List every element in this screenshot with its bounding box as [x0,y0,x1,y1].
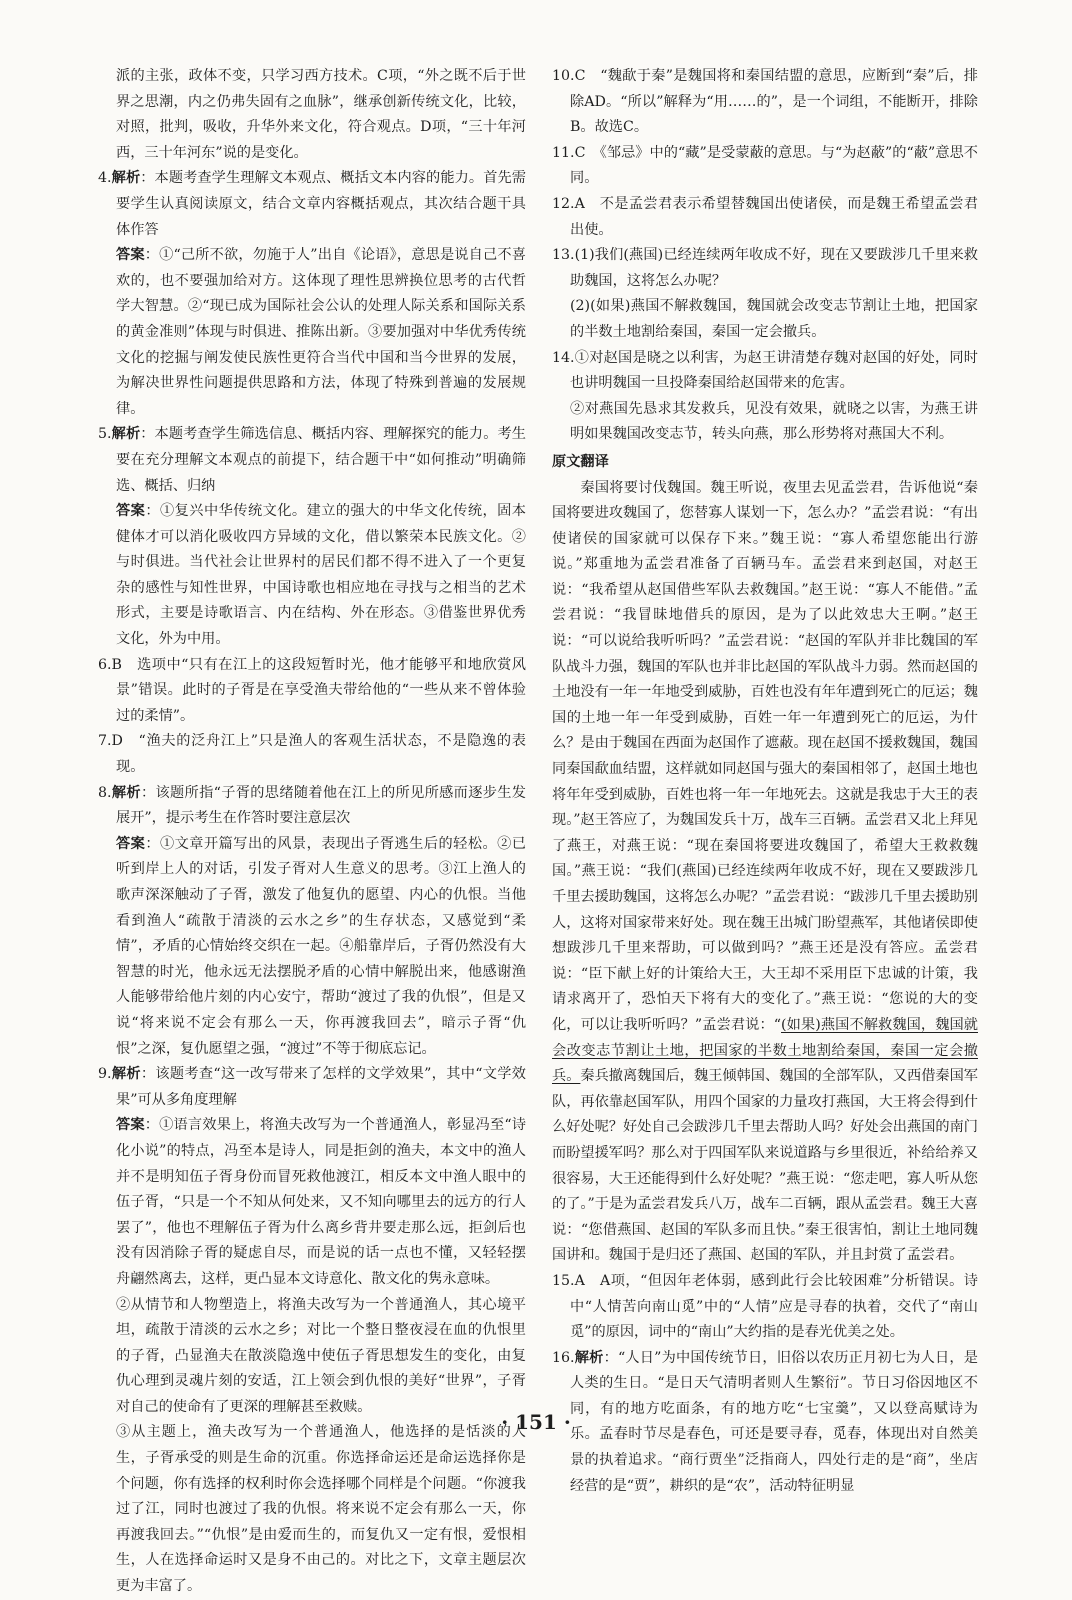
q9-answer-text-1: ：①语言效果上，将渔夫改写为一个普通渔人，彰显冯至“诗化小说”的特点，冯至本是诗人，同是拒剑的渔夫，本文中的渔人并不是明知伍子胥身份而冒死救他渡江，相反本文中渔人眼中的伍子胥，“只是一个不知从何处来，又不知向哪里去的远方的行人罢了”，他也不理解伍子胥为什么离乡背井要走那么远，拒剑后也没有因消除子胥的疑虑自尽，而是说的话一点也不懂，又轻轻摆舟翩然离去，这样，更凸显本文诗意化、散文化的隽永意味。 [116,1117,526,1287]
q9-analysis: ：该题考查“这一改写带来了怎样的文学效果”，其中“文学效果”可从多角度理解 [116,1066,526,1108]
q9-answer-1 [98,1113,526,1292]
q8-answer [98,832,526,1062]
q16-number: 16. [552,1349,575,1366]
q8-answer-text: ：①文章开篇写出的风景，表现出子胥逃生后的轻松。②已听到岸上人的对话，引发子胥对人生意义的思考。③江上渔人的歌声深深触动了子胥，激发了他复仇的愿望、内心的仇恨。当他看到渔人“疏散于清淡的云水之乡”的生存状态，又感觉到“柔情”，矛盾的心情始终交织在一起。④船靠岸后，子胥仍然没有大智慧的时光，他永远无法摆脱矛盾的心情中解脱出来，他感谢渔人能够带给他片刻的内心安宁，帮助“渡过了我的仇恨”，但是又说“将来说不定会有那么一天，你再渡我回去”，暗示子胥“仇恨”之深，复仇愿望之强，“渡过”不等于彻底忘记。 [116,835,526,1057]
right-column [552,64,978,1499]
q15-item: 15.A A项，“但因年老体弱，感到此行会比较困难”分析错误。诗中“人情苦向南山觅”中的“人情”应是寻春的执着，交代了“南山觅”的原因，词中的“南山”大约指的是春光优美之处。 [552,1272,978,1341]
left-column [98,64,526,1600]
q9-answer-label: 答案 [116,1117,145,1134]
q6-item: 6.B 选项中“只有在江上的这段短暂时光，他才能够平和地欣赏风景”错误。此时的子胥是在享受渔夫带给他的“一些从来不曾体验过的柔情”。 [98,656,526,724]
q4-analysis-label: 解析 [111,170,141,187]
translation-part-a: 秦国将要讨伐魏国。魏王听说，夜里去见孟尝君，告诉他说“秦国将要进攻魏国了，您替寡人谋划一下，怎么办？”孟尝君说：“有出使诸侯的国家就可以保存下来。”魏王说：“寡人希望您能出行游说。”郑重地为孟尝君准备了百辆马车。孟尝君来到赵国，对赵王说：“我希望从赵国借些军队去救魏国。”赵王说：“寡人不能借。”孟尝君说：“我冒昧地借兵的原因，是为了以此效忠大王啊。”赵王说：“可以说给我听听吗？”孟尝君说：“赵国的军队并非比魏国的军队战斗力强，魏国的军队也并非比赵国的军队战斗力弱。然而赵国的土地没有一年一年地受到威胁，百姓也没有年年遭到死亡的厄运；魏国的土地一年一年受到威胁，百姓一年一年遭到死亡的厄运，为什么？是由于魏国在西面为赵国作了遮蔽。现在赵国不援救魏国，魏国同秦国歃血结盟，这样就如同赵国与强大的秦国相邻了，赵国土地也将年年受到威胁，百姓也将一年一年地死去。这就是我忠于大王的表现。”赵王答应了，为魏国发兵十万，战车三百辆。孟尝君又北上拜见了燕王，对燕王说：“现在秦国将要进攻魏国了，希望大王救救魏国。”燕王说：“我们(燕国)已经连续两年收成不好，现在又要跋涉几千里去援助魏国，这将怎么办呢？”孟尝君说：“跋涉几千里去援助别人，这将对国家带来好处。现在魏王出城门盼望燕军，其他诸侯即使想跋涉几千里来帮助，可以做到吗？”燕王还是没有答应。孟尝君说：“臣下献上好的计策给大王，大王却不采用臣下忠诚的计策，我请求离开了，恐怕天下将有大的变化了。”燕王说：“您说的大的变化，可以让我听听吗？”孟尝君说：“ [552,479,978,1033]
q9-item [98,1062,526,1113]
q10-item: 10.C “魏歃于秦”是魏国将和秦国结盟的意思，应断到“秦”后，排除AD。“所以”解释为“用……的”，是一个词组，不能断开，排除B。故选C。 [552,68,978,136]
q5-item [98,422,526,499]
q5-analysis: ：本题考查学生筛选信息、概括内容、理解探究的能力。考生要在充分理解文本观点的前提下，结合题干中“如何推动”明确筛选、概括、归纳 [116,426,526,494]
q16-analysis: ：“人日”为中国传统节日，旧俗以农历正月初七为人日，是人类的生日。“是日天气清明者则人生繁衍”。节日习俗因地区不同，有的地方吃面条，有的地方吃“七宝羹”，又以登高赋诗为乐。孟春时节尽是春色，可还是要寻春，觅春，体现出对自然美景的执着追求。“商行贾坐”泛指商人，四处行走的是“商”，坐店经营的是“贾”，耕织的是“农”，活动特征明显 [570,1349,978,1494]
q5-number: 5. [98,426,112,443]
translation-heading: 原文翻译 [552,453,609,470]
q8-number: 8. [98,784,112,801]
q4-answer-label: 答案 [116,247,145,264]
q8-answer-label: 答案 [116,835,146,852]
q3-continuation: 派的主张，政体不变，只学习西方技术。C项，“外之既不后于世界之思潮，内之仍弗失固有之血脉”，继承创新传统文化，比较，对照，批判，吸收，升华外来文化，符合观点。D项，“三十年河西，三十年河东”说的是变化。 [116,68,526,161]
q8-analysis: ：该题所指“子胥的思绪随着他在江上的所见所感而逐步生发展开”，提示考生在作答时要注意层次 [116,784,526,827]
q4-answer-text: ：①“己所不欲，勿施于人”出自《论语》，意思是说自己不喜欢的，也不要强加给对方。这体现了理性思辨换位思考的古代哲学大智慧。②“现已成为国际社会公认的处理人际关系和国际关系的黄金准则”体现与时俱进、推陈出新。③要加强对中华优秀传统文化的挖掘与阐发使民族性更符合当代中国和当今世界的发展，为解决世界性问题提供思路和方法，体现了特殊到普遍的发展规律。 [116,247,526,417]
q4-item [98,166,526,243]
q13-item-2: (2)(如果)燕国不解救魏国，魏国就会改变志节割让土地，把国家的半数土地割给秦国，秦国一定会撤兵。 [570,298,978,340]
translation-part-b: 秦兵撤离魏国后，魏王倾韩国、魏国的全部军队，又西借秦国军队，再依靠赵国军队，用四个国家的力量攻打燕国，大王将会得到什么好处呢？好处自己会跋涉几千里去帮助人吗？好处会出燕国的南门而盼望援军吗？那么对于四国军队来说道路与乡里很近，补给给养又很容易，大王还能得到什么好处呢？”燕王说：“您走吧，寡人听从您的了。”于是为孟尝君发兵八万，战车二百辆，跟从孟尝君。魏王大喜说：“您借燕国、赵国的军队多而且快。”秦王很害怕，割让土地同魏国讲和。魏国于是归还了燕国、赵国的军队，并且封赏了孟尝君。 [552,1068,978,1264]
translation-underlined: (如果)燕国不解救魏国，魏国就会改变志节割让土地，把国家的半数土地割给秦国，秦国一定会撤兵。 [552,1016,978,1085]
q8-analysis-label: 解析 [111,784,141,801]
q9-number: 9. [98,1066,112,1083]
q14-item-2: ②对燕国先恳求其发救兵，见没有效果，就晓之以害，为燕王讲明如果魏国改变志节，转头向燕，那么形势将对燕国大不利。 [570,400,978,443]
q11-item: 11.C 《邹忌》中的“藏”是受蒙蔽的意思。与“为赵蔽”的“蔽”意思不同。 [552,144,978,187]
q9-answer-2: ②从情节和人物塑造上，将渔夫改写为一个普通渔人，其心境平坦，疏散于清淡的云水之乡；对比一个整日整夜浸在血的仇恨里的子胥，凸显渔夫在散淡隐逸中使伍子胥思想发生的变化，由复仇心理到灵魂片刻的安适，江上领会到仇恨的美好“世界”，子胥对自己的使命有了更深的理解甚至救赎。 [116,1296,526,1415]
q4-analysis: ：本题考查学生理解文本观点、概括文本内容的能力。首先需要学生认真阅读原文，结合文章内容概括观点，其次结合题干具体作答 [116,170,526,238]
q8-item [98,781,526,832]
q5-answer-label: 答案 [116,503,146,520]
q7-item: 7.D “渔夫的泛舟江上”只是渔人的客观生活状态，不是隐逸的表现。 [98,733,526,776]
q16-analysis-label: 解析 [574,1349,604,1366]
q5-analysis-label: 解析 [111,426,141,443]
q9-analysis-label: 解析 [111,1066,141,1083]
q4-number: 4. [98,170,112,187]
q12-item: 12.A 不是孟尝君表示希望替魏国出使诸侯，而是魏王希望孟尝君出使。 [552,195,978,238]
q14-item-1: 14.①对赵国是晓之以利害，为赵王讲清楚存魏对赵国的好处，同时也讲明魏国一旦投降秦国给赵国带来的危害。 [552,349,978,392]
q13-item-1: 13.(1)我们(燕国)已经连续两年收成不好，现在又要跋涉几千里来救助魏国，这将怎么办呢？ [552,247,978,289]
q9-answer-3: ③从主题上，渔夫改写为一个普通渔人，他选择的是恬淡的人生，子胥承受的则是生命的沉重。你选择命运还是命运选择你是个问题，你有选择的权利时你会选择哪个同样是个问题。“你渡我过了江，同时也渡过了我的仇恨。将来说不定会有那么一天，你再渡我回去。”“仇恨”是由爱而生的，而复仇又一定有恨，爱恨相生，人在选择命运时又是身不由己的。对比之下，文章主题层次更为丰富了。 [116,1424,526,1595]
q5-answer-text: ：①复兴中华传统文化。建立的强大的中华文化传统，固本健体才可以消化吸收四方异域的文化，借以繁荣本民族文化。②与时俱进。当代社会让世界村的居民们都不得不进入了一个更复杂的感性与知性世界，中国诗歌也相应地在寻找与之相当的艺术形式，主要是诗歌语言、内在结构、外在形态。③借鉴世界优秀文化，外为中用。 [116,503,526,648]
q4-answer [98,243,526,422]
page-number: · 151 · [501,1410,571,1434]
q5-answer [98,499,526,653]
translation-text [552,476,978,1269]
